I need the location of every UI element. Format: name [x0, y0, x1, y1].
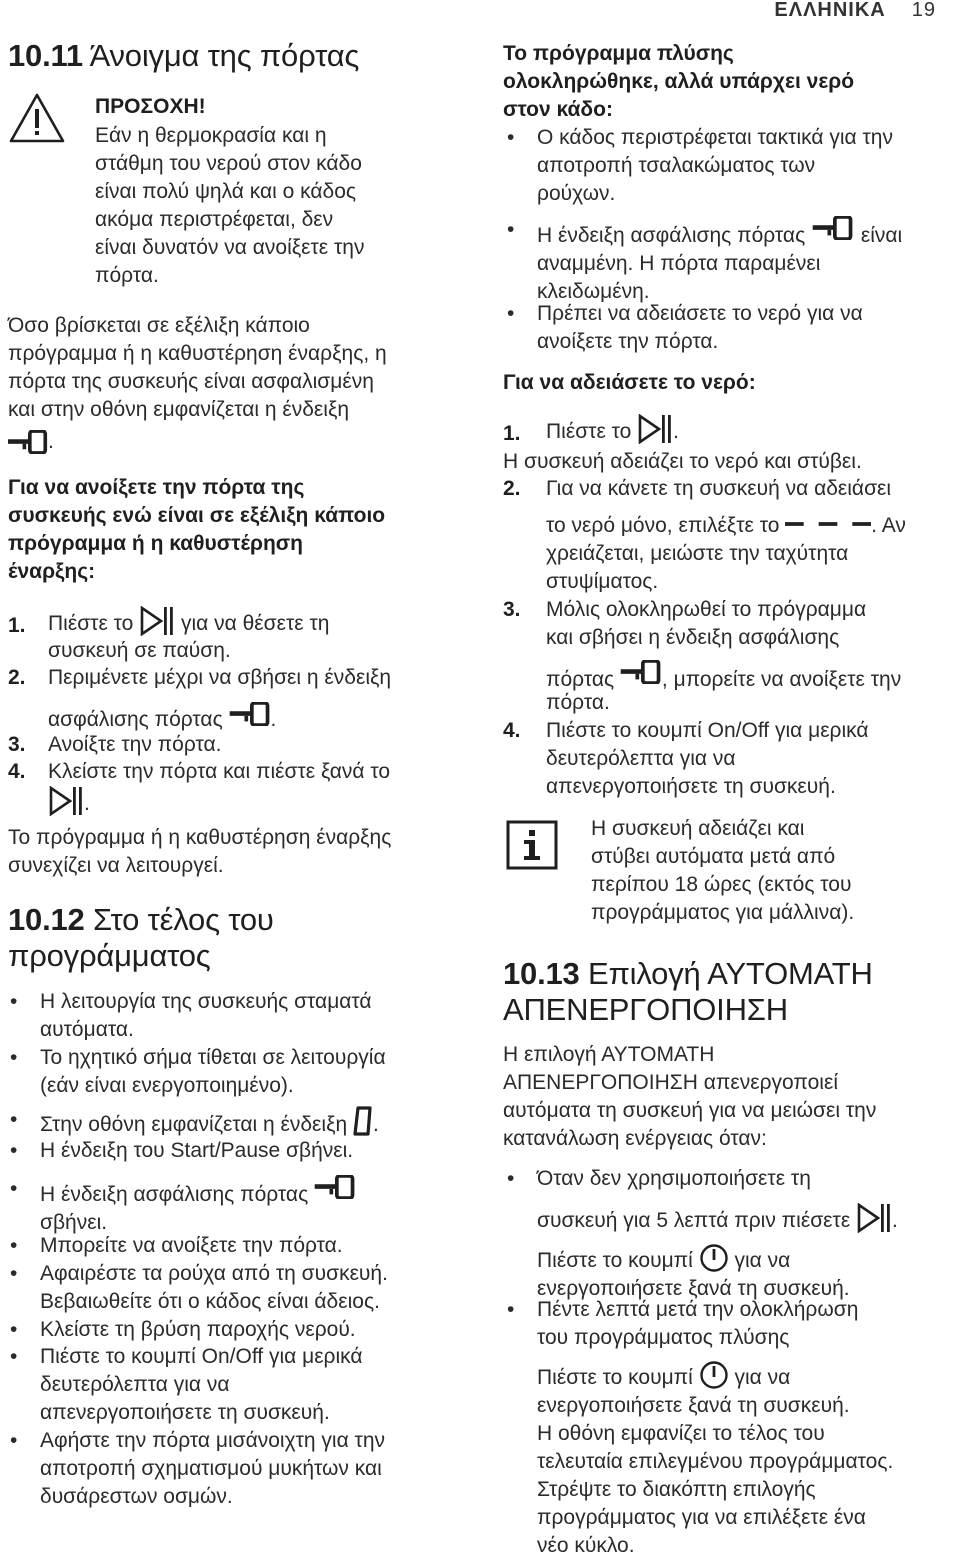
step-number: 2.	[8, 666, 26, 689]
list-item: • Στην οθόνη εμφανίζεται η ένδειξη .	[40, 1106, 379, 1139]
drain-water-title: Για να αδειάσετε το νερό:	[503, 371, 756, 394]
drain-step-3-text: Μόλις ολοκληρωθεί το πρόγραμμα	[546, 598, 867, 621]
start-pause-icon	[856, 1203, 892, 1233]
door-lock-paragraph: Όσο βρίσκεται σε εξέλιξη κάποιο πρόγραμμα ή η καθυστέρηση έναρξης, η πόρτα της συσκευής είναι ασφαλισμένη και στην οθόνη εμφανίζεται η ένδειξη .	[8, 314, 387, 453]
list-item: • Η ένδειξη ασφάλισης πόρτας σβήνει.	[40, 1175, 356, 1237]
section-10-12-heading: 10.12 Στο τέλος του προγράμματος	[8, 902, 274, 973]
step-number: 1.	[503, 422, 521, 445]
list-item: • Πρέπει να αδειάσετε το νερό για να ανοίξετε την πόρτα.	[537, 300, 863, 356]
drain-step-3-text-cont: και σβήσει η ένδειξη ασφάλισης	[546, 626, 840, 649]
drain-step-2-text-cont: το νερό μόνο, επιλέξτε το . Αν	[546, 514, 906, 537]
water-in-drum-title: Το πρόγραμμα πλύσης ολοκληρώθηκε, αλλά υπάρχει νερό στον κάδο:	[503, 42, 855, 121]
step-number: 3.	[8, 733, 26, 756]
list-item: • Αφήστε την πόρτα μισάνοιχτη για την αποτροπή σχηματισμού μυκήτων και δυσάρεστων οσμών.	[40, 1427, 385, 1511]
step-number: 1.	[8, 614, 26, 637]
drain-step-4-text: Πιέστε το κουμπί On/Off για μερικά δευτερόλεπτα για να απενεργοποιήσετε τη συσκευή.	[546, 719, 869, 798]
step-number: 4.	[8, 760, 26, 783]
list-item: • Μπορείτε να ανοίξετε την πόρτα.	[40, 1232, 343, 1260]
start-pause-icon	[48, 786, 84, 816]
drain-step-2-text: Για να κάνετε τη συσκευή να αδειάσει	[546, 477, 892, 500]
list-item: • Πέντε λεπτά μετά την ολοκλήρωση του προγράμματος πλύσης Πιέστε το κουμπί για να ενεργοποιήσετε ξανά τη συσκευή. Η οθόνη εμφανίζει το τέλος του τελευταία επιλεγμένου προγράμματος. Στρέψτε το διακόπτη επιλογής προγράμματος για να επιλέξετε ένα νέο κύκλο.	[537, 1296, 893, 1556]
start-pause-icon	[637, 414, 673, 444]
list-item: • Ο κάδος περιστρέφεται τακτικά για την αποτροπή τσαλακώματος των ρούχων.	[537, 124, 893, 208]
start-pause-icon	[139, 606, 175, 636]
open-door-instructions-title: Για να ανοίξετε την πόρτα της συσκευής ενώ είναι σε εξέλιξη κάποιο πρόγραμμα ή η καθυστέρηση έναρξης:	[8, 476, 386, 583]
drain-step-3-text-cont: πόρτας , μπορείτε να ανοίξετε την	[546, 660, 901, 694]
door-lock-icon	[229, 702, 271, 726]
list-item: • Πιέστε το κουμπί On/Off για μερικά δευτερόλεπτα για να απενεργοποιήσετε τη συσκευή.	[40, 1343, 363, 1427]
door-lock-icon	[314, 1175, 356, 1199]
page-header	[774, 0, 936, 24]
warning-icon	[8, 92, 70, 152]
power-icon	[699, 1360, 729, 1390]
list-item: • Η ένδειξη ασφάλισης πόρτας είναι αναμμένη. Η πόρτα παραμένει κλειδωμένη.	[537, 216, 902, 306]
step-number: 2.	[503, 477, 521, 500]
zero-display-icon	[353, 1106, 373, 1136]
power-icon	[699, 1243, 729, 1273]
list-item: • Αφαιρέστε τα ρούχα από τη συσκευή. Βεβαιωθείτε ότι ο κάδος είναι άδειος.	[40, 1260, 388, 1316]
step-number: 3.	[503, 598, 521, 621]
section-10-11-heading: 10.11 Άνοιγμα της πόρτας	[8, 38, 360, 73]
resume-paragraph: Το πρόγραμμα ή η καθυστέρηση έναρξης συνεχίζει να λειτουργεί.	[8, 826, 392, 877]
step-4-text-cont: .	[48, 786, 90, 818]
door-lock-icon	[811, 216, 855, 240]
section-10-13-heading: 10.13 Επιλογή ΑΥΤΟΜΑΤΗ ΑΠΕΝΕΡΓΟΠΟΙΗΣΗ	[503, 956, 873, 1027]
step-1-text-cont: συσκευή σε παύση.	[48, 639, 231, 662]
step-2-text: Περιμένετε μέχρι να σβήσει η ένδειξη	[48, 666, 392, 689]
drain-step-1-text: Πιέστε το .	[546, 414, 679, 446]
drain-step-1-text-cont: Η συσκευή αδειάζει το νερό και στύβει.	[503, 450, 862, 473]
step-4-text: Κλείστε την πόρτα και πιέστε ξανά το	[48, 760, 391, 783]
drain-step-2-text-cont: χρειάζεται, μειώστε την ταχύτητα	[546, 542, 849, 565]
door-lock-icon	[620, 660, 662, 684]
step-3-text: Ανοίξτε την πόρτα.	[48, 733, 222, 756]
caution-text: Εάν η θερμοκρασία και η στάθμη του νερού στον κάδο είναι πολύ ψηλά και ο κάδος ακόμα περιστρέφεται, δεν είναι δυνατόν να ανοίξετε την πόρτα.	[95, 124, 365, 287]
list-item: • Κλείστε τη βρύση παροχής νερού.	[40, 1316, 356, 1344]
info-text: Η συσκευή αδειάζει και στύβει αυτόματα μετά από περίπου 18 ώρες (εκτός του προγράμματος για μάλλινα).	[591, 817, 855, 924]
auto-off-paragraph: Η επιλογή ΑΥΤΟΜΑΤΗ ΑΠΕΝΕΡΓΟΠΟΙΗΣΗ απενεργοποιεί αυτόματα τη συσκευή για να μειώσει την κατανάλωση ενέργειας όταν:	[503, 1043, 877, 1150]
list-item: • Η λειτουργία της συσκευής σταματά αυτόματα.	[40, 988, 372, 1044]
list-item: • Το ηχητικό σήμα τίθεται σε λειτουργία (εάν είναι ενεργοποιημένο).	[40, 1044, 386, 1100]
step-number: 4.	[503, 719, 521, 742]
info-icon	[506, 820, 558, 872]
door-lock-icon	[8, 430, 48, 454]
list-item: • Όταν δεν χρησιμοποιήσετε τη συσκευή για 5 λεπτά πριν πιέσετε . Πιέστε το κουμπί για να ενεργοποιήσετε ξανά τη συσκευή.	[537, 1165, 898, 1303]
page-number: 19	[911, 0, 936, 21]
step-1-text: Πιέστε το για να θέσετε τη	[48, 606, 329, 638]
drain-step-2-text-cont: στυψίματος.	[546, 570, 659, 593]
caution-title: ΠΡΟΣΟΧΗ!	[95, 95, 206, 118]
language-label: ΕΛΛΗΝΙΚΑ	[774, 0, 886, 21]
drain-only-icon	[785, 519, 871, 529]
list-item: • Η ένδειξη του Start/Pause σβήνει.	[40, 1137, 353, 1165]
step-2-text-cont: ασφάλισης πόρτας .	[48, 702, 276, 734]
drain-step-3-text-cont: πόρτα.	[546, 691, 610, 714]
